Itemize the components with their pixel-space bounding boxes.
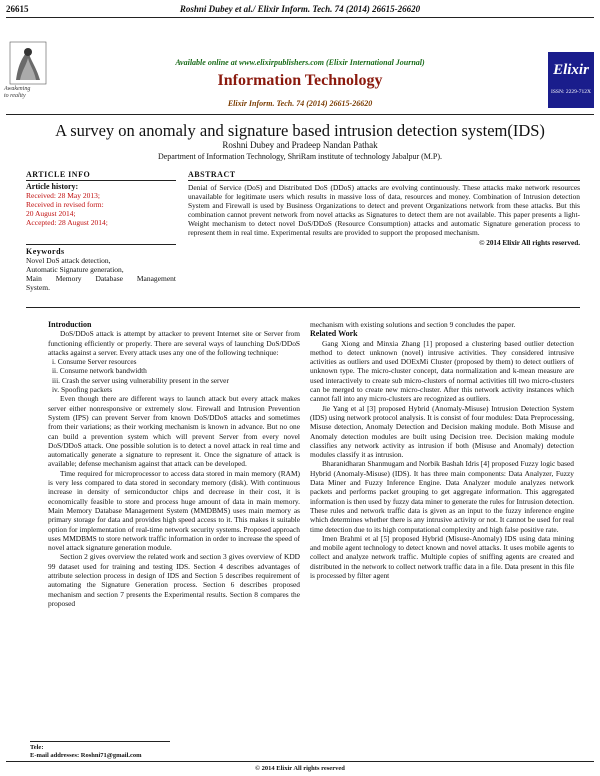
history-date: Accepted: 28 August 2014; <box>26 218 108 227</box>
history-date: Received: 28 May 2013; <box>26 191 100 200</box>
paragraph: Gang Xiong and Minxia Zhang [1] proposed a clustering based outlier detection method to detect unknown (novel) intrusive activities. They considered intrusive activities as outliers and used DOExMi Cluster (proposed by them) to detect outliers of unknown type. The micro-cluster concept, data normalization and k-mean measure are used interactively to create sub micro-clusters of normal activities till two micro-clusters can be merged to create new micro-cluster. After this network activity instances which cannot fall into any micro-clusters are recognized as outliers. <box>310 338 574 404</box>
keywords <box>26 244 176 292</box>
footer-copyright: © 2014 Elixir All rights reserved <box>255 765 345 772</box>
body-column-right <box>310 320 574 580</box>
paragraph: DoS/DDoS attack is attempt by attacker to prevent Internet site or Server from functioning efficiently or properly. There are several ways of launching DoS/DDoS attacks against a server. Every attack uses any one of the following technique: <box>48 329 300 357</box>
affiliation: Department of Information Technology, ShriRam institute of technology Jabalpur (M.P). <box>157 152 443 161</box>
keyword: Novel DoS attack detection, <box>26 256 111 265</box>
logo-motto: Awakening to reality <box>4 86 31 99</box>
list-item: iii. Crash the server using vulnerability present in the server <box>52 375 229 385</box>
paragraph: Section 2 gives overview the related work and section 3 gives overview of KDD 99 dataset used for training and testing IDS. Section 4 describes advantages of attribute selection process in design of IDS and Section 5 describes requirement of automating the Signature Generation process. Section 6 describes proposed mechanism and section 7 presents the Experimental results. Section 8 compares the proposed <box>48 552 300 608</box>
paragraph: Bharanidharan Shanmugam and Norbik Bashah Idris [4] proposed Fuzzy logic based Hybrid (Anomaly-Misuse) (IDS). It has three main components: Data Analyzer, Fuzzy Data Miner and Fuzzy Inference Engine. Data Analyzer module analyzes network packets and performs packet grouping to get aggregate information. This aggregated information is then used by fuzzy data miner to generate the rules for Intrusion detection. These rules and network traffic data is given as an input to the fuzzy inference engine which determines whether there is any intrusive activity or not. It cannot be used for real time detection due to its high computational complexity and high false positive rate. <box>310 459 574 534</box>
divider <box>6 17 594 18</box>
footnote-rule <box>30 741 170 742</box>
history-label: Article history: <box>26 180 176 191</box>
article-title: A survey on anomaly and signature based intrusion detection system(IDS) <box>55 121 545 140</box>
section-heading: Introduction <box>48 320 92 329</box>
divider <box>6 114 594 115</box>
abstract-copyright: © 2014 Elixir All rights reserved. <box>479 238 580 247</box>
authors: Roshni Dubey and Pradeep Nandan Pathak <box>222 140 378 150</box>
page-number: 26615 <box>6 4 29 14</box>
paragraph: Jie Yang et al [3] proposed Hybrid (Anomaly-Misuse) Intrusion Detection System (IDS) using network protocol analysis. It is consist of four modules: Data Preprocessing, Misuse detection, Anomaly Detection and Decision making module. Both Misuse and Anomaly detection modules are built using Decision tree. Decision making module classifies any network activity as intrusion if both (Misuse and Anomaly) detection modules classify it as intrusion. <box>310 403 574 460</box>
paragraph: Even though there are different ways to launch attack but every attack makes server either nonresponsive or extremely slow. Firewall and Intrusion Prevention System (IPS) can prevent Server from known DoS/DDoS attacks and sometimes from their variations; as their working mechanism is known in advance. But no one can build a prevention system which will prevent Server from every novel DoS/DDoS attack. One possible solution is to detect a novel attack in real time and automatically generate a signature to represent it. Once the signature of attack is available; defense mechanism against that attack can be developed. <box>48 394 300 469</box>
technique-list <box>48 357 300 394</box>
elixir-logo <box>548 52 594 108</box>
keyword: System. <box>26 283 50 292</box>
list-item: iv. Spoofing packets <box>52 385 113 395</box>
history-date: 20 August 2014; <box>26 209 76 218</box>
divider <box>6 761 594 762</box>
availability-line: Available online at www.elixirpublishers.com (Elixir International Journal) <box>175 58 425 67</box>
section-heading: Related Work <box>310 329 358 339</box>
article-info-heading: ARTICLE INFO <box>26 170 91 179</box>
keyword: Automatic Signature generation, <box>26 265 124 274</box>
article-info <box>26 170 176 227</box>
footnote-email: E-mail addresses: Roshni71@gmail.com <box>30 752 142 759</box>
divider <box>26 307 580 308</box>
journal-citation: Elixir Inform. Tech. 74 (2014) 26615-26620 <box>227 99 373 108</box>
list-item: ii. Consume network bandwidth <box>52 366 147 376</box>
running-citation: Roshni Dubey et al./ Elixir Inform. Tech. 74 (2014) 26615-26620 <box>179 4 421 14</box>
keyword: Main Memory Database Management <box>26 274 176 283</box>
journal-title: Information Technology <box>217 72 383 89</box>
abstract-heading: ABSTRACT <box>188 170 580 181</box>
elixir-logo-text: Elixir <box>553 62 589 78</box>
history-date: Received in revised form: <box>26 200 104 209</box>
issn: ISSN: 2229-712X <box>551 89 591 95</box>
keywords-heading: Keywords <box>26 244 176 256</box>
abstract-text: Denial of Service (DoS) and Distributed DoS (DDoS) attacks are evolving continuously. These attacks make network resources unavailable for legitimate users which results in massive loss of data, resources and money. Combination of Intrusion detection System and Firewall is used by Business Organizations to detect and prevent Organizations network from these attacks. But this combination cannot prevent network from novel attacks as Signatures to detect them are not available. This paper presents a light-Weight mechanism to detect novel DoS/DDoS (Resource Consumption) attacks and automatic Signature generation process to represent them in real time. Experimental results are provided to support the proposed mechanism. <box>188 183 580 238</box>
paragraph: Time required for microprocessor to access data stored in main memory (RAM) is very less compared to data stored in secondary memory (disk). With continuous increase in density of semiconductor chips and decrease in their cost, it is economically feasible to store and process huge amount of data in main memory. Main Memory Database Management System (MMDBMS) uses main memory as primary storage for data and provides high speed access to it. This makes it suitable option for implementation of real-time network security systems. Proposed approach uses MMDBMS to store network traffic information in order to increase the speed of novel attack signature generation module. <box>48 468 300 553</box>
footnote-tele: Tele: <box>30 744 44 751</box>
list-item: i. Consume Server resources <box>52 357 137 367</box>
paragraph-continued: mechanism with existing solutions and section 9 concludes the paper. <box>310 320 516 329</box>
paragraph: Imen Brahmi et al [5] proposed Hybrid (Misuse-Anomaly) IDS using data mining and mobile agent technology to detect known and novel attacks. It uses mobile agents to collect and analyze network traffic. Multiple copies of sniffing agents are created and distributed in the network to collect network traffic data in a file. Data present in this file is processed by filter agent <box>310 533 574 581</box>
body-column-left <box>48 320 300 608</box>
abstract <box>188 170 580 247</box>
running-head <box>6 4 594 18</box>
